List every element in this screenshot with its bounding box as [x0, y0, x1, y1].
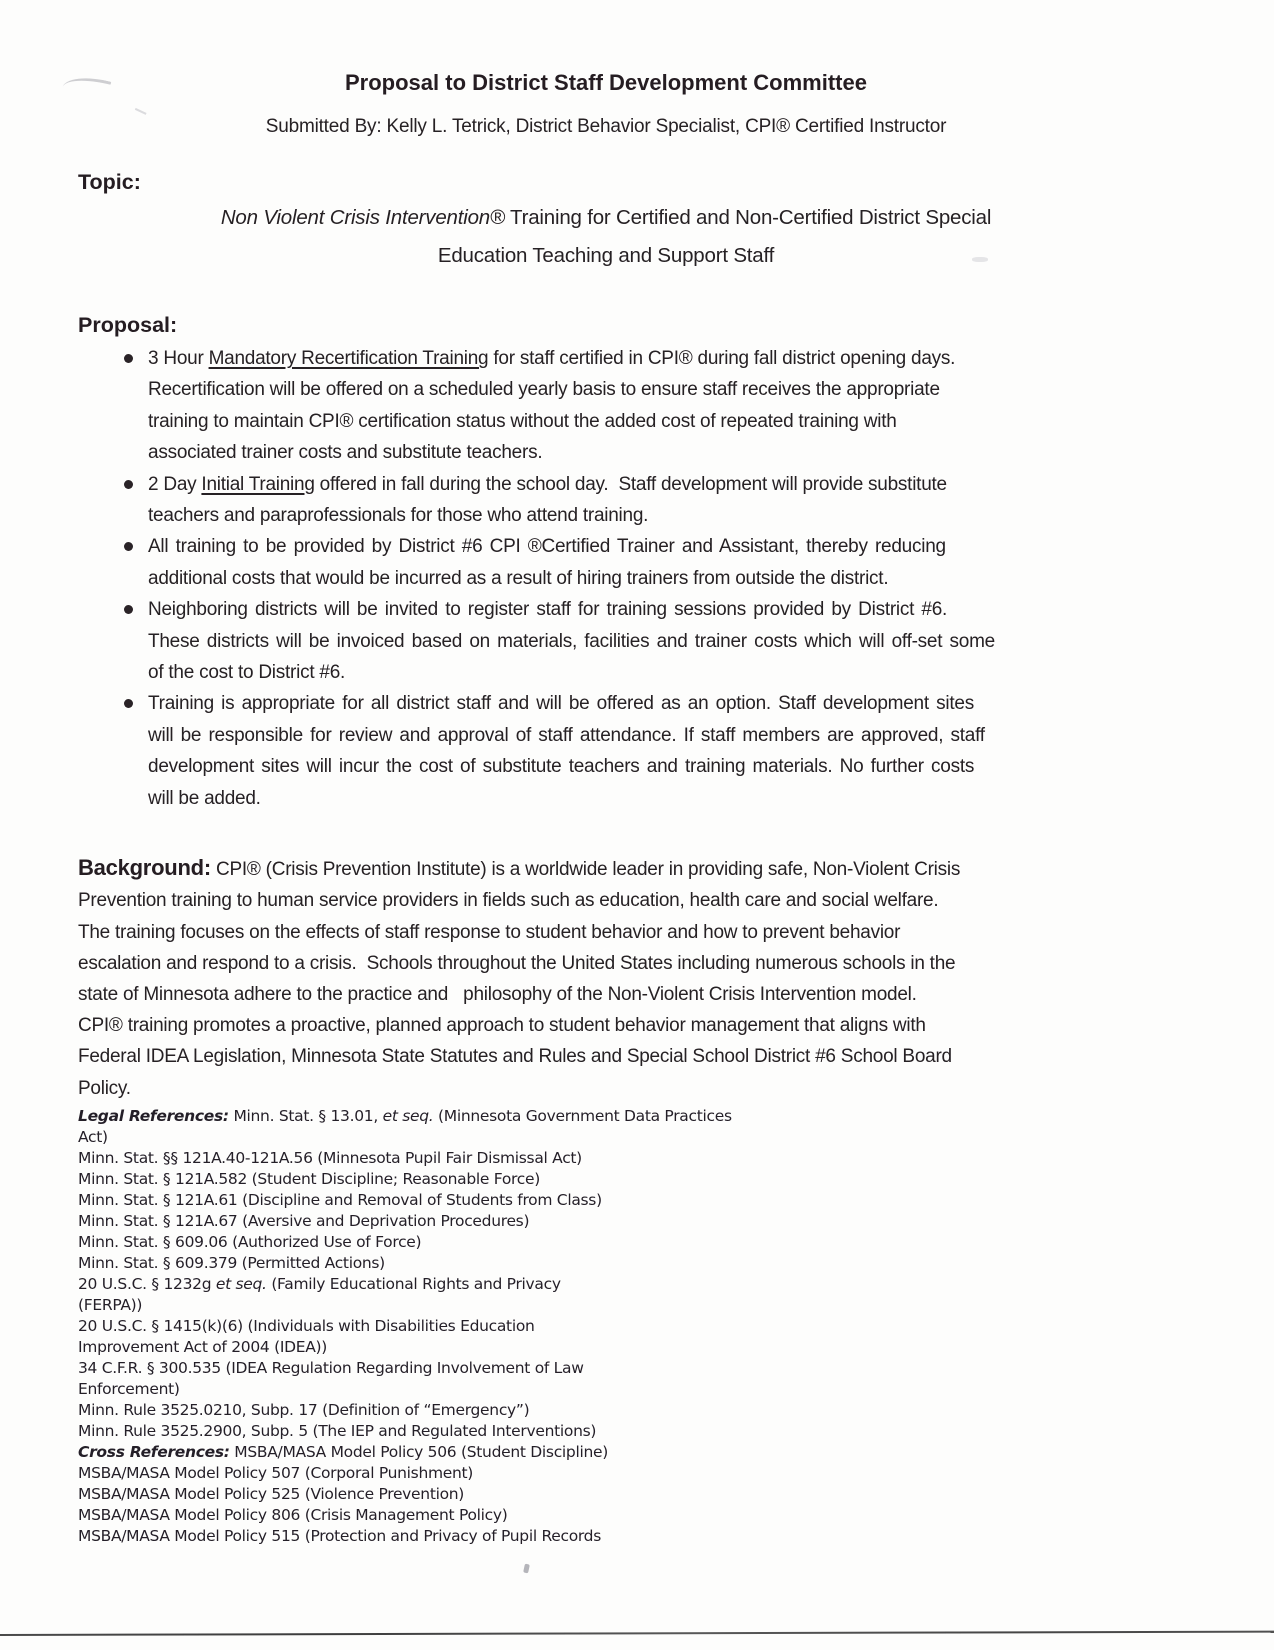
page-edge-line [0, 1631, 1274, 1636]
reference-line: 20 U.S.C. § 1232g et seq. (Family Educational Rights and Privacy [78, 1274, 561, 1293]
reference-line: MSBA/MASA Model Policy 525 (Violence Prevention) [78, 1484, 465, 1503]
reference-line: MSBA/MASA Model Policy 507 (Corporal Punishment) [78, 1463, 474, 1482]
bullet-line: 3 Hour Mandatory Recertification Training for staff certified in CPI® during fall district opening days. [148, 348, 956, 369]
background-heading: Background: [78, 855, 211, 881]
background-line: Federal IDEA Legislation, Minnesota State Statutes and Rules and Special School District #6 School Board [78, 1046, 952, 1068]
bullet-line: teachers and paraprofessionals for those who attend training. [148, 505, 649, 527]
reference-line: Improvement Act of 2004 (IDEA)) [78, 1337, 328, 1356]
topic-heading: Topic: [78, 170, 141, 194]
bullet-line: will be added. [148, 787, 261, 809]
topic-line: Education Teaching and Support Staff [437, 244, 775, 267]
bullet-item [78, 594, 1134, 688]
reference-line: Cross References: MSBA/MASA Model Policy 506 (Student Discipline) [78, 1442, 608, 1461]
bullet-line: development sites will incur the cost of substitute teachers and training materials. No further costs [148, 756, 975, 778]
reference-line: Legal References: Minn. Stat. § 13.01, et seq. (Minnesota Government Data Practices [78, 1106, 732, 1125]
references-section [78, 1106, 1134, 1547]
background-line: CPI® training promotes a proactive, planned approach to student behavior management that aligns with [78, 1015, 926, 1037]
reference-line: Minn. Stat. §§ 121A.40-121A.56 (Minnesota Pupil Fair Dismissal Act) [78, 1148, 582, 1167]
scan-dot [523, 1564, 530, 1574]
bullet-line: training to maintain CPI® certification status without the added cost of repeated training with [148, 410, 897, 432]
bullet-marker [124, 354, 133, 363]
proposal-bullet-list [78, 343, 1134, 814]
reference-line: Minn. Stat. § 121A.67 (Aversive and Deprivation Procedures) [78, 1211, 530, 1230]
background-line: Prevention training to human service providers in fields such as education, health care and social welfare. [78, 890, 939, 912]
reference-line: 34 C.F.R. § 300.535 (IDEA Regulation Regarding Involvement of Law [78, 1358, 584, 1377]
bullet-marker [124, 699, 133, 708]
bullet-line: All training to be provided by District #6 CPI ®Certified Trainer and Assistant, thereby reducing [148, 536, 946, 558]
bullet-line: Neighboring districts will be invited to register staff for training sessions provided by District #6. [148, 599, 948, 621]
bullet-item [78, 469, 1134, 532]
background-line: Policy. [78, 1077, 131, 1099]
background-line: state of Minnesota adhere to the practice and philosophy of the Non-Violent Crisis Intervention model. [78, 983, 917, 1005]
document-content [78, 0, 1134, 1547]
bullet-item [78, 531, 1134, 594]
bullet-line: 2 Day Initial Training offered in fall during the school day. Staff development will provide substitute [148, 473, 947, 495]
proposal-heading: Proposal: [78, 313, 178, 337]
bullet-marker [124, 605, 133, 614]
reference-line: Minn. Stat. § 609.379 (Permitted Actions) [78, 1253, 385, 1272]
bullet-line: will be responsible for review and approval of staff attendance. If staff members are approved, staff [148, 724, 985, 746]
reference-line: Minn. Stat. § 121A.582 (Student Discipline; Reasonable Force) [78, 1169, 540, 1188]
reference-line: Minn. Rule 3525.2900, Subp. 5 (The IEP and Regulated Interventions) [78, 1421, 597, 1440]
reference-line: MSBA/MASA Model Policy 515 (Protection and Privacy of Pupil Records [78, 1526, 601, 1545]
background-line: The training focuses on the effects of staff response to student behavior and how to prevent behavior [78, 921, 901, 943]
reference-line: Minn. Rule 3525.0210, Subp. 17 (Definition of “Emergency”) [78, 1400, 530, 1419]
bullet-marker [124, 542, 133, 551]
submitted-by-line: Submitted By: Kelly L. Tetrick, District Behavior Specialist, CPI® Certified Instructor [265, 116, 947, 137]
background-line: escalation and respond to a crisis. Schools throughout the United States including numerous schools in the [78, 952, 956, 974]
reference-line: MSBA/MASA Model Policy 806 (Crisis Management Policy) [78, 1505, 508, 1524]
reference-line: Minn. Stat. § 609.06 (Authorized Use of Force) [78, 1232, 422, 1251]
bullet-marker [124, 480, 133, 489]
bullet-line: Recertification will be offered on a scheduled yearly basis to ensure staff receives the appropriate [148, 379, 940, 401]
reference-line: Enforcement) [78, 1379, 180, 1398]
page-title: Proposal to District Staff Development Committee [345, 70, 867, 95]
bullet-line: Training is appropriate for all district staff and will be offered as an option. Staff development sites [148, 693, 974, 715]
topic-text [78, 199, 1134, 275]
reference-line: Minn. Stat. § 121A.61 (Discipline and Removal of Students from Class) [78, 1190, 602, 1209]
bullet-item [78, 688, 1134, 814]
bullet-item [78, 343, 1134, 469]
background-paragraph [78, 852, 1134, 1104]
topic-line: Non Violent Crisis Intervention® Training for Certified and Non-Certified District Special [220, 206, 992, 229]
reference-line: Act) [78, 1127, 108, 1146]
bullet-line: associated trainer costs and substitute teachers. [148, 442, 543, 464]
reference-line: (FERPA)) [78, 1295, 143, 1314]
bullet-line: of the cost to District #6. [148, 662, 346, 684]
reference-line: 20 U.S.C. § 1415(k)(6) (Individuals with Disabilities Education [78, 1316, 535, 1335]
cross-references-label: Cross References: [78, 1442, 230, 1461]
legal-references-label: Legal References: [78, 1106, 229, 1125]
bullet-line: additional costs that would be incurred as a result of hiring trainers from outside the district. [148, 567, 889, 589]
bullet-line: These districts will be invoiced based on materials, facilities and trainer costs which will off-set some [148, 630, 995, 652]
background-line: Background: CPI® (Crisis Prevention Institute) is a worldwide leader in providing safe, Non-Violent Crisis [78, 855, 961, 881]
